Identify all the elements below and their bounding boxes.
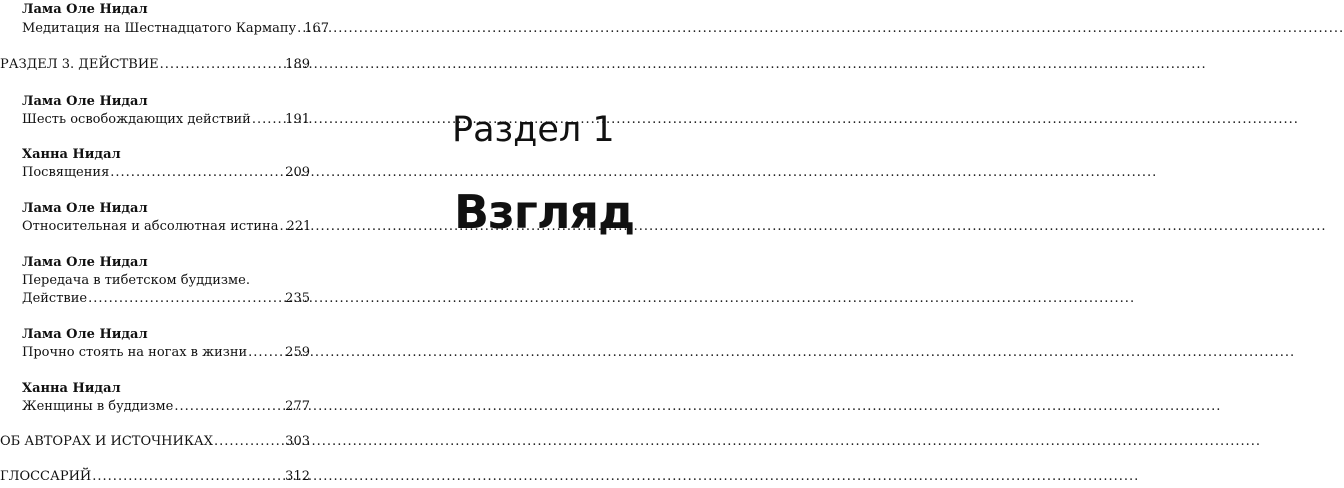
toc-entry-page: 191 bbox=[285, 112, 310, 127]
toc-entry-title-line: Передача в тибетском буддизме. bbox=[22, 273, 250, 288]
toc-entry[interactable] bbox=[22, 219, 310, 235]
toc-entry-title: Шесть освобождающих действий bbox=[22, 112, 251, 127]
toc-entry-title: Медитация на Шестнадцатого Кармапу bbox=[22, 21, 297, 36]
toc-entry-page: 277 bbox=[285, 399, 310, 414]
toc-section[interactable] bbox=[0, 469, 310, 485]
toc-author: Лама Оле Нидал bbox=[22, 201, 148, 216]
toc-section-title: ОБ АВТОРАХ И ИСТОЧНИКАХ bbox=[0, 434, 214, 449]
part-title: Взгляд bbox=[454, 185, 635, 239]
toc-entry[interactable] bbox=[22, 21, 329, 37]
toc-section-page: 189 bbox=[285, 57, 310, 72]
toc-entry[interactable] bbox=[22, 399, 310, 415]
toc-section-title: РАЗДЕЛ 3. ДЕЙСТВИЕ bbox=[0, 57, 159, 72]
dot-leader bbox=[174, 399, 284, 415]
toc-section-title: ГЛОССАРИЙ bbox=[0, 469, 92, 484]
toc-entry[interactable] bbox=[22, 165, 310, 181]
toc-author: Лама Оле Нидал bbox=[22, 94, 148, 109]
toc-author: Лама Оле Нидал bbox=[22, 255, 148, 270]
toc-entry-page: 221 bbox=[286, 219, 312, 234]
toc-entry-page: 209 bbox=[285, 165, 310, 180]
dot-leader bbox=[297, 21, 303, 37]
toc-author: Ханна Нидал bbox=[22, 147, 121, 162]
toc-entry[interactable] bbox=[22, 112, 310, 128]
toc-entry-title: Прочно стоять на ногах в жизни bbox=[22, 345, 248, 360]
toc-section[interactable] bbox=[0, 434, 310, 450]
toc-entry[interactable] bbox=[22, 345, 310, 361]
toc-author: Лама Оле Нидал bbox=[22, 327, 148, 342]
toc-section-page: 312 bbox=[285, 469, 310, 484]
dot-leader bbox=[248, 345, 284, 361]
toc-entry-page: 235 bbox=[285, 291, 310, 306]
toc-author: Ханна Нидал bbox=[22, 381, 121, 396]
dot-leader bbox=[279, 219, 285, 235]
dot-leader bbox=[214, 434, 284, 450]
toc-entry-page: 167 bbox=[304, 21, 329, 36]
part-number: Раздел 1 bbox=[452, 110, 615, 150]
dot-leader bbox=[110, 165, 284, 181]
toc-author: Лама Оле Нидал bbox=[22, 2, 148, 17]
toc-entry-title: Действие bbox=[22, 291, 88, 306]
table-of-contents bbox=[0, 0, 329, 488]
toc-section[interactable] bbox=[0, 57, 310, 73]
dot-leader bbox=[88, 291, 284, 307]
toc-entry[interactable] bbox=[22, 291, 310, 307]
dot-leader bbox=[252, 112, 284, 128]
toc-entry-page: 259 bbox=[285, 345, 310, 360]
dot-leader bbox=[92, 469, 284, 485]
toc-entry-title: Относительная и абсолютная истина bbox=[22, 219, 279, 234]
toc-entry-title: Женщины в буддизме bbox=[22, 399, 174, 414]
dot-leader bbox=[160, 57, 285, 73]
toc-section-page: 303 bbox=[285, 434, 310, 449]
toc-entry-title: Посвящения bbox=[22, 165, 110, 180]
